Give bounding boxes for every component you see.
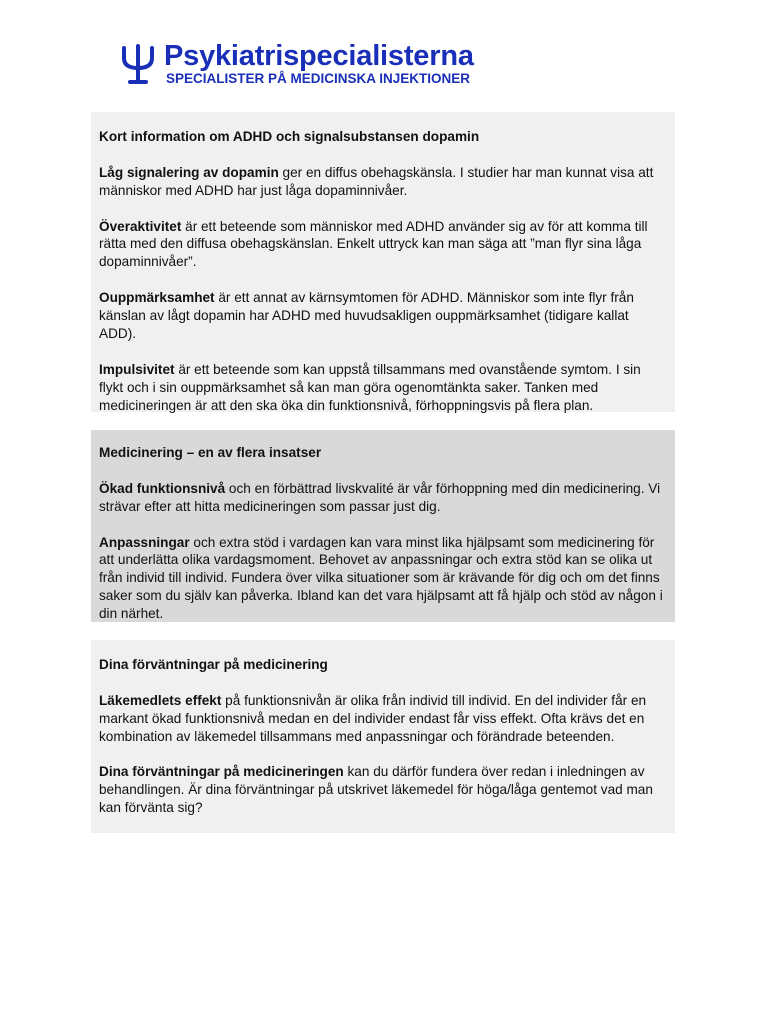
brand-title: Psykiatrispecialisterna <box>164 40 474 72</box>
paragraph <box>99 164 667 200</box>
paragraph-text: och en förbättrad livskvalité är vår förhoppning med din medicinering. Vi strävar efter att hitta medicineringen som passar just dig. <box>99 480 661 514</box>
paragraph-lead: Ouppmärksamhet <box>99 290 215 306</box>
brand-subtitle: SPECIALISTER PÅ MEDICINSKA INJEKTIONER <box>166 71 471 86</box>
section-adhd-dopamine <box>91 112 675 412</box>
paragraph <box>99 534 667 624</box>
paragraph-lead: Läkemedlets effekt <box>99 692 222 708</box>
section-heading: Dina förväntningar på medicinering <box>99 657 328 672</box>
section-medication <box>91 430 675 622</box>
paragraph-lead: Låg signalering av dopamin <box>99 164 279 180</box>
paragraph-text: är ett annat av kärnsymtomen för ADHD. Människor som inte flyr från känslan av lågt dopamin har ADHD med huvudsakligen ouppmärksamhet (tidigare kallat ADD). <box>99 290 634 341</box>
paragraph-text: är ett beteende som kan uppstå tillsammans med ovanstående symtom. I sin flykt och i sin ouppmärksamhet så kan man göra ogenomtänkta saker. Tanken med medicineringen är att den ska öka din funktionsnivå, förhoppningsvis på flera plan. <box>99 361 641 413</box>
psi-symbol-icon <box>116 42 160 86</box>
paragraph <box>99 692 667 746</box>
paragraph-text: ger en diffus obehagskänsla. I studier har man kunnat visa att människor med ADHD har just låga dopaminnivåer. <box>99 164 654 198</box>
paragraph-text: på funktionsnivån är olika från individ till individ. En del individer får en markant ökad funktionsnivå medan en del individer endast får viss effekt. Ofta krävs det en kombination av läkemedel tillsammans med anpassningar och förändrade beteenden. <box>99 692 647 744</box>
paragraph-lead: Dina förväntningar på medicineringen <box>99 764 344 780</box>
section-heading: Kort information om ADHD och signalsubstansen dopamin <box>99 129 480 144</box>
paragraph <box>99 763 667 817</box>
paragraph-lead: Anpassningar <box>99 534 190 550</box>
paragraph-lead: Ökad funktionsnivå <box>99 480 226 496</box>
paragraph-lead: Impulsivitet <box>99 361 175 377</box>
paragraph <box>99 361 667 415</box>
paragraph-lead: Överaktivitet <box>99 218 182 234</box>
brand-logo <box>116 40 536 90</box>
paragraph-text: kan du därför fundera över redan i inledningen av behandlingen. Är dina förväntningar på utskrivet läkemedel för höga/låga gentemot vad man kan förvänta sig? <box>99 764 653 816</box>
paragraph <box>99 289 667 343</box>
section-expectations <box>91 640 675 833</box>
paragraph <box>99 480 667 516</box>
paragraph <box>99 218 667 272</box>
section-heading: Medicinering – en av flera insatser <box>99 445 322 460</box>
paragraph-text: är ett beteende som människor med ADHD använder sig av för att komma till rätta med den diffusa obehagskänslan. Enkelt uttryck kan man säga att ”man flyr sina låga dopaminnivåer”. <box>99 218 648 270</box>
paragraph-text: och extra stöd i vardagen kan vara minst lika hjälpsamt som medicinering för att underlätta olika vardagsmoment. Behovet av anpassningar och extra stöd kan se olika ut från individ till individ. Fundera över vilka situationer som är krävande för dig och om det finns saker som du själv kan påverka. Ibland kan det vara hjälpsamt att få hjälp och stöd av någon i din närhet. <box>99 534 663 622</box>
